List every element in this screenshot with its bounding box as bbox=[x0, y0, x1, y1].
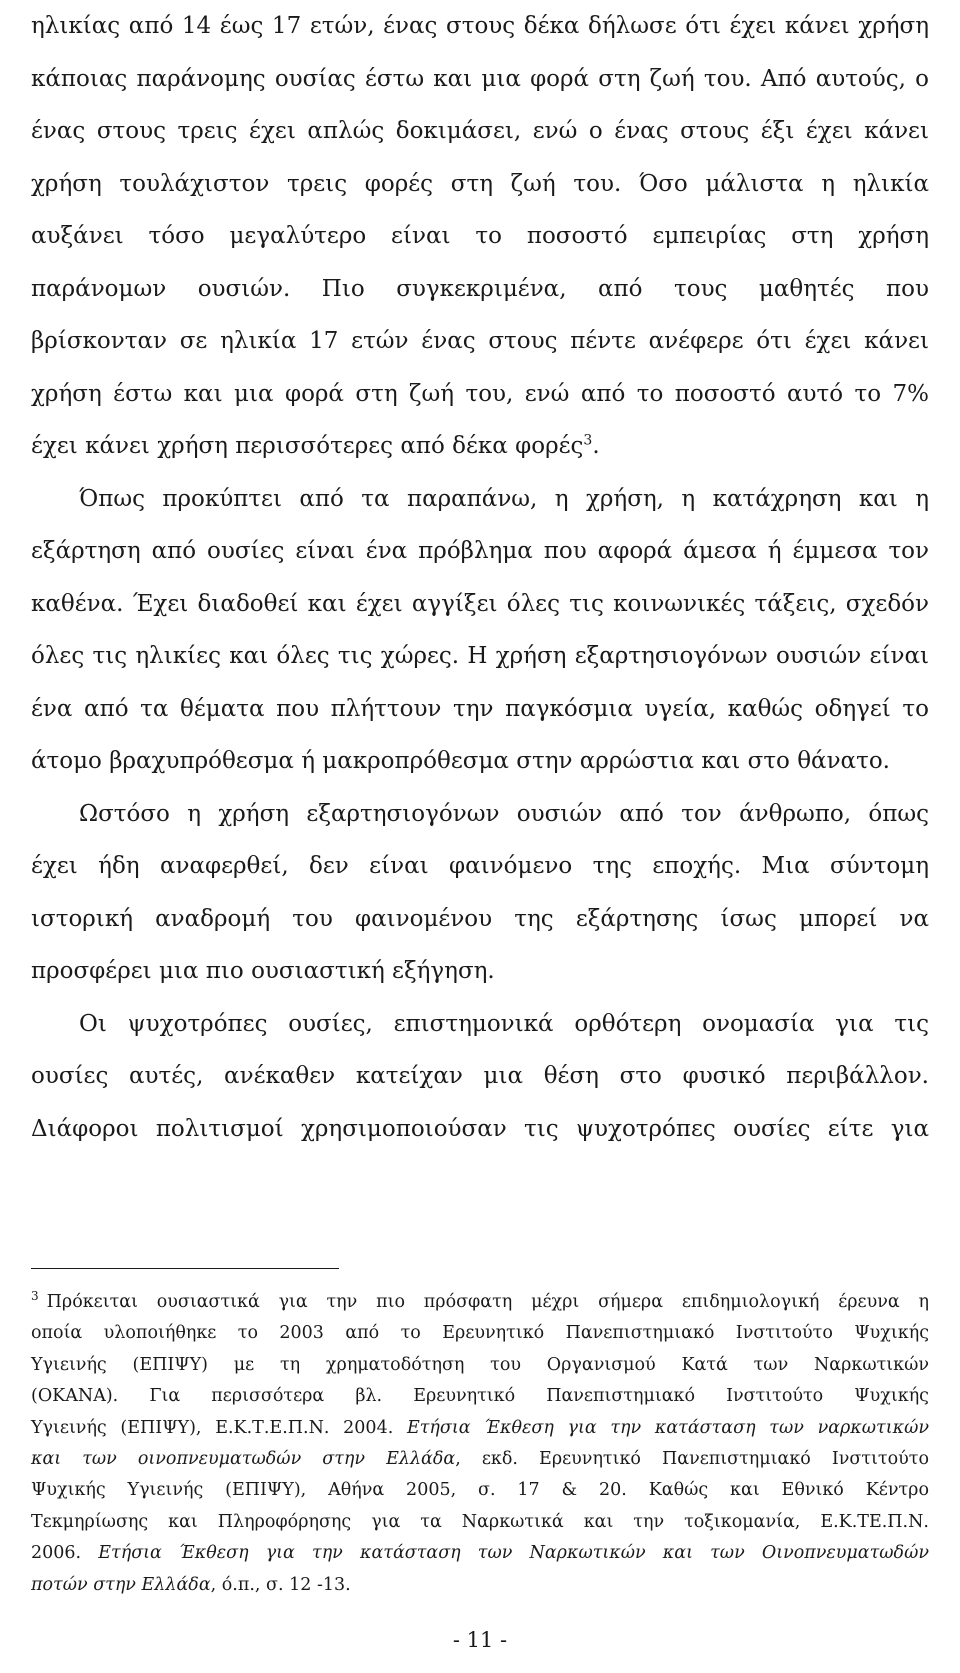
text-line: καθένα. Έχει διαδοθεί και έχει αγγίξει όλες τις κοινωνικές τάξεις, σχεδόν bbox=[31, 590, 929, 617]
footnote-line bbox=[31, 1444, 929, 1475]
footnote-line bbox=[31, 1570, 929, 1601]
footnote-mark: 3 bbox=[31, 1289, 39, 1304]
footnote-text: Τεκμηρίωσης και Πληροφόρησης για τα Ναρκωτικά και την τοξικομανία, Ε.Κ.ΤΕ.Π.Ν. bbox=[31, 1511, 929, 1532]
footnote-text: 2006. bbox=[31, 1543, 99, 1564]
paragraph bbox=[31, 473, 929, 788]
text-line: Διάφοροι πολιτισμοί χρησιμοποιούσαν τις ψυχοτρόπες ουσίες είτε για bbox=[31, 1115, 929, 1142]
footnote-title: ποτών στην Ελλάδα bbox=[31, 1574, 211, 1595]
footnote-line bbox=[31, 1475, 929, 1506]
text-line: ιστορική αναδρομή του φαινομένου της εξάρτησης ίσως μπορεί να bbox=[31, 905, 929, 932]
footnote-line bbox=[31, 1507, 929, 1538]
footnote-text: , ό.π., σ. 12 -13. bbox=[210, 1574, 351, 1595]
footnote-text: , εκδ. Ερευνητικό Πανεπιστημιακό Ινστιτούτο bbox=[455, 1449, 929, 1470]
footnote-title: Ετήσια Έκθεση για την κατάσταση των Ναρκωτικών και των Οινοπνευματωδών bbox=[98, 1543, 929, 1564]
text-line bbox=[31, 735, 929, 788]
text-line: έχει ήδη αναφερθεί, δεν είναι φαινόμενο της εποχής. Μια σύντομη bbox=[31, 853, 929, 879]
page-number: - 11 - bbox=[452, 1628, 508, 1652]
footnote-text: οποία υλοποιήθηκε το 2003 από το Ερευνητικό Πανεπιστημιακό Ινστιτούτο Ψυχικής bbox=[31, 1323, 929, 1344]
text-line-content: προσφέρει μια πιο ουσιαστική εξήγηση. bbox=[31, 958, 495, 984]
text-line: Οι ψυχοτρόπες ουσίες, επιστημονικά ορθότερη ονομασία για τις bbox=[79, 1010, 929, 1037]
text-line: χρήση τουλάχιστον τρεις φορές στη ζωή του. Όσο μάλιστα η ηλικία bbox=[31, 170, 929, 197]
text-line-content: έχει κάνει χρήση περισσότερες από δέκα φορές bbox=[31, 433, 584, 459]
footnote-text: Υγιεινής (ΕΠΙΨΥ), Ε.Κ.Τ.Ε.Π.Ν. 2004. bbox=[31, 1417, 407, 1438]
text-line: ένας στους τρεις έχει απλώς δοκιμάσει, ενώ ο ένας στους έξι έχει κάνει bbox=[31, 118, 929, 144]
footnote-reference[interactable]: 3 bbox=[583, 432, 593, 449]
text-line: παράνομων ουσιών. Πιο συγκεκριμένα, από τους μαθητές που bbox=[31, 275, 929, 302]
footnotes bbox=[31, 1287, 929, 1601]
footnote-line bbox=[31, 1381, 929, 1412]
text-line: ένα από τα θέματα που πλήττουν την παγκόσμια υγεία, καθώς οδηγεί το bbox=[31, 695, 929, 722]
paragraph bbox=[31, 998, 929, 1156]
text-line: ουσίες αυτές, ανέκαθεν κατείχαν μια θέση στο φυσικό περιβάλλον. bbox=[31, 1063, 929, 1089]
paragraph bbox=[31, 0, 929, 473]
text-line: εξάρτηση από ουσίες είναι ένα πρόβλημα που αφορά άμεσα ή έμμεσα τον bbox=[31, 538, 929, 564]
footnote-text: Πρόκειται ουσιαστικά για την πιο πρόσφατη μέχρι σήμερα επιδημιολογική έρευνα η bbox=[46, 1292, 929, 1312]
text-line: χρήση έστω και μια φορά στη ζωή του, ενώ από το ποσοστό αυτό το 7% bbox=[31, 380, 929, 407]
footnote-line bbox=[31, 1287, 929, 1318]
text-line bbox=[31, 945, 929, 998]
footnote-title: Ετήσια Έκθεση για την κατάσταση των ναρκωτικών bbox=[406, 1417, 929, 1438]
text-line: κάποιας παράνομης ουσίας έστω και μια φορά στη ζωή του. Από αυτούς, ο bbox=[31, 65, 929, 92]
text-line: όλες τις ηλικίες και όλες τις χώρες. Η χρήση εξαρτησιογόνων ουσιών είναι bbox=[31, 643, 929, 669]
text-line: Ωστόσο η χρήση εξαρτησιογόνων ουσιών από τον άνθρωπο, όπως bbox=[79, 800, 929, 827]
footnote-title: και των οινοπνευματωδών στην Ελλάδα bbox=[31, 1449, 456, 1470]
footnote-line bbox=[31, 1538, 929, 1569]
footnote-line bbox=[31, 1413, 929, 1444]
text-line bbox=[31, 420, 929, 473]
footnote-line bbox=[31, 1318, 929, 1349]
footnote-text: (ΟΚΑΝΑ). Για περισσότερα βλ. Ερευνητικό Πανεπιστημιακό Ινστιτούτο Ψυχικής bbox=[31, 1386, 929, 1407]
footnote-text: Ψυχικής Υγιεινής (ΕΠΙΨΥ), Αθήνα 2005, σ. 17 & 20. Καθώς και Εθνικό Κέντρο bbox=[31, 1480, 929, 1501]
footnote-line bbox=[31, 1350, 929, 1381]
text-line-content: άτομο βραχυπρόθεσμα ή μακροπρόθεσμα στην αρρώστια και στο θάνατο. bbox=[31, 748, 890, 774]
footnote-text: Υγιεινής (ΕΠΙΨΥ) με τη χρηματοδότηση του Οργανισμού Κατά των Ναρκωτικών bbox=[31, 1354, 929, 1375]
body-text bbox=[31, 0, 929, 1155]
footnote-separator bbox=[31, 1268, 339, 1269]
text-line: βρίσκονταν σε ηλικία 17 ετών ένας στους πέντε ανέφερε ότι έχει κάνει bbox=[31, 328, 929, 354]
paragraph bbox=[31, 788, 929, 998]
document-page bbox=[31, 0, 929, 1652]
text-line: Όπως προκύπτει από τα παραπάνω, η χρήση, η κατάχρηση και η bbox=[79, 485, 929, 512]
text-line: ηλικίας από 14 έως 17 ετών, ένας στους δέκα δήλωσε ότι έχει κάνει χρήση bbox=[31, 13, 929, 39]
text-line-tail: . bbox=[592, 433, 600, 459]
text-line: αυξάνει τόσο μεγαλύτερο είναι το ποσοστό εμπειρίας στη χρήση bbox=[31, 223, 929, 249]
